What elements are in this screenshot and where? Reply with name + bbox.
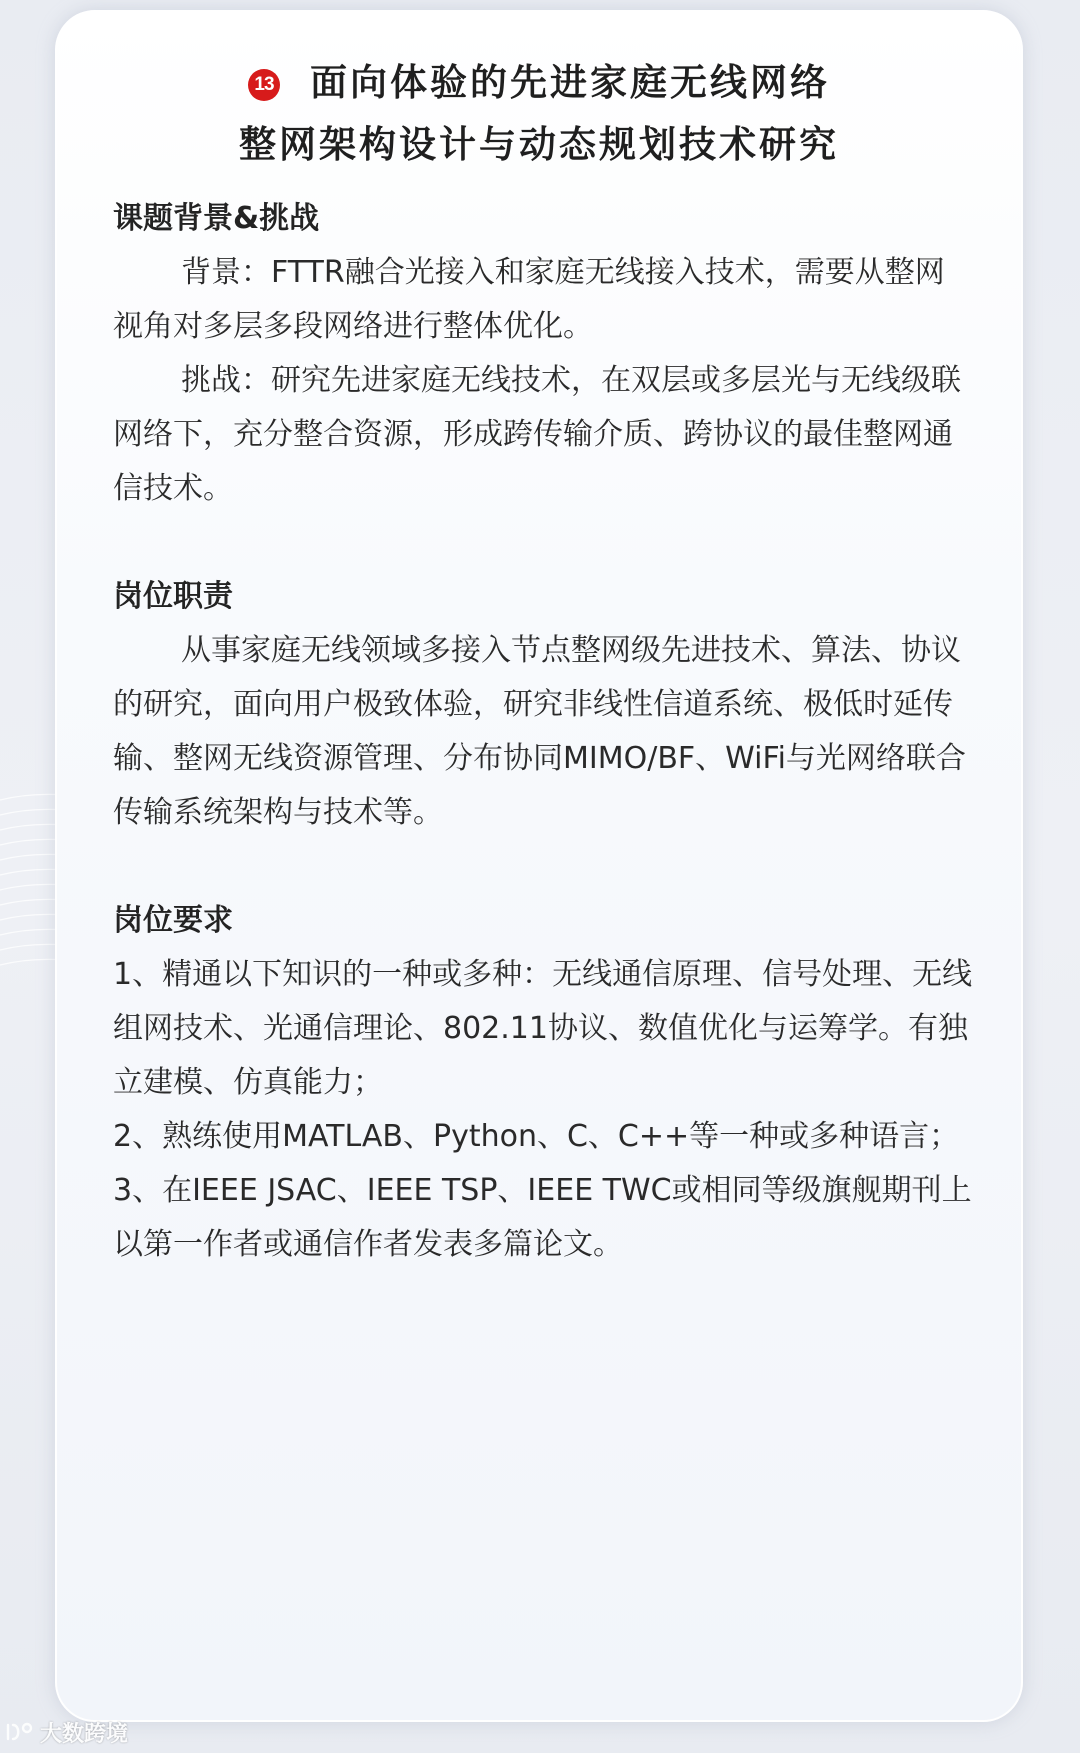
brand-logo-icon <box>4 1719 34 1745</box>
section-spacer <box>113 840 973 894</box>
background-heading: 课题背景&挑战 <box>113 201 320 236</box>
content-card <box>55 10 1023 1722</box>
watermark <box>4 1714 128 1750</box>
main-content <box>113 192 973 1272</box>
topic-number-badge: 13 <box>248 69 280 101</box>
duties-paragraph: 从事家庭无线领域多接入节点整网级先进技术、算法、协议的研究，面向用户极致体验，研究非线性信道系统、极低时延传输、整网无线资源管理、分布协同MIMO/BF、WiFi与光网络联合传输系统架构与技术等。 <box>113 633 966 830</box>
requirement-item-2: 2、熟练使用MATLAB、Python、C、C++等一种或多种语言； <box>113 1119 960 1154</box>
page-title <box>57 52 1021 176</box>
section-spacer <box>113 516 973 570</box>
challenge-paragraph: 挑战：研究先进家庭无线技术，在双层或多层光与无线级联网络下，充分整合资源，形成跨传输介质、跨协议的最佳整网通信技术。 <box>113 363 961 506</box>
title-line-1 <box>57 52 1021 114</box>
watermark-text: 大数跨境 <box>40 1721 129 1747</box>
title-text-1: 面向体验的先进家庭无线网络 <box>310 61 830 104</box>
requirement-item-3: 3、在IEEE JSAC、IEEE TSP、IEEE TWC或相同等级旗舰期刊上以第一作者或通信作者发表多篇论文。 <box>113 1173 972 1262</box>
title-line-2: 整网架构设计与动态规划技术研究 <box>239 123 839 166</box>
background-paragraph: 背景：FTTR融合光接入和家庭无线接入技术，需要从整网视角对多层多段网络进行整体优化。 <box>113 255 945 344</box>
requirement-item-1: 1、精通以下知识的一种或多种：无线通信原理、信号处理、无线组网技术、光通信理论、802.11协议、数值优化与运筹学。有独立建模、仿真能力； <box>113 957 973 1100</box>
requirements-heading: 岗位要求 <box>113 903 233 938</box>
duties-heading: 岗位职责 <box>113 579 233 614</box>
